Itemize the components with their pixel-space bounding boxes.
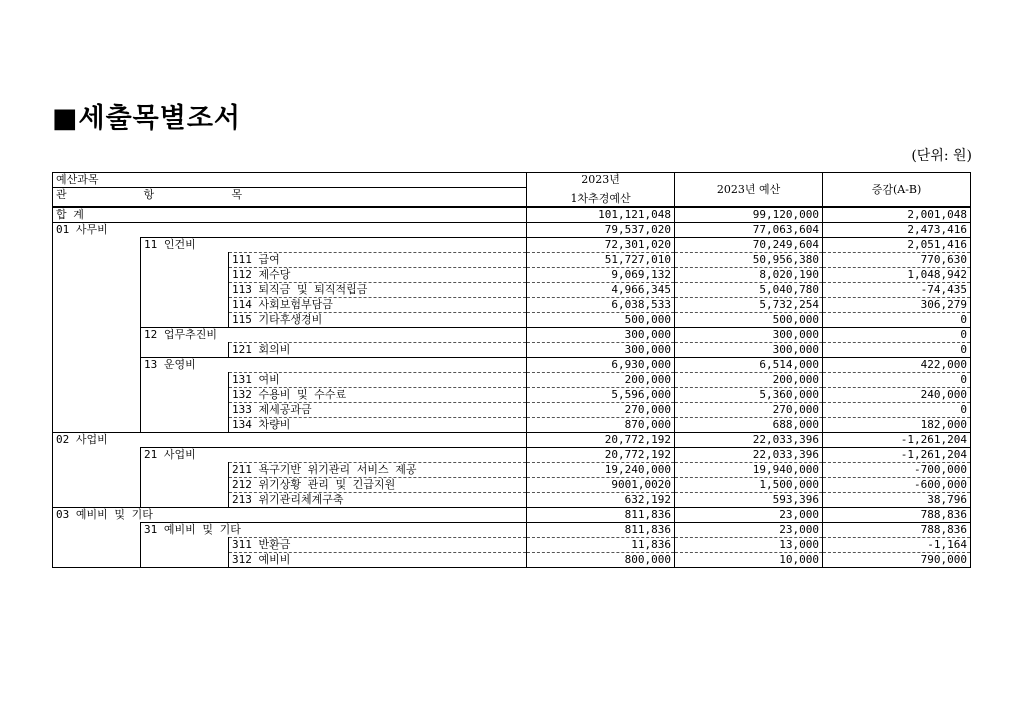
table-row <box>53 253 971 268</box>
cell-hang <box>141 298 229 313</box>
table-row <box>53 538 971 553</box>
cell-diff: -1,164 <box>823 538 971 553</box>
cell-amount-b: 500,000 <box>675 313 823 328</box>
cell-amount-a: 9,069,132 <box>527 268 675 283</box>
cell-hang <box>141 283 229 298</box>
cell-gwan <box>53 448 141 463</box>
cell-gwan <box>53 358 141 373</box>
header-col-a-top: 2023년 <box>527 173 675 188</box>
table-row <box>53 207 971 223</box>
cell-gwan <box>53 268 141 283</box>
cell-amount-a: 200,000 <box>527 373 675 388</box>
cell-gwan <box>53 553 141 568</box>
cell-amount-a: 101,121,048 <box>527 207 675 223</box>
cell-diff: 788,836 <box>823 523 971 538</box>
cell-gwan <box>53 523 141 538</box>
cell-hang <box>141 418 229 433</box>
cell-amount-a: 11,836 <box>527 538 675 553</box>
cell-amount-b: 300,000 <box>675 343 823 358</box>
header-col-a-bottom: 1차추경예산 <box>527 188 675 208</box>
cell-amount-b: 200,000 <box>675 373 823 388</box>
header-mok: 목 <box>229 188 527 203</box>
cell-amount-a: 300,000 <box>527 343 675 358</box>
cell-diff: 2,051,416 <box>823 238 971 253</box>
cell-hang: 21 사업비 <box>141 448 527 463</box>
cell-amount-a: 20,772,192 <box>527 448 675 463</box>
cell-gwan <box>53 493 141 508</box>
table-header <box>53 173 971 208</box>
cell-amount-b: 8,020,190 <box>675 268 823 283</box>
cell-gwan <box>53 253 141 268</box>
cell-mok: 211 욕구기반 위기관리 서비스 제공 <box>229 463 527 478</box>
table-row <box>53 223 971 238</box>
cell-diff: 422,000 <box>823 358 971 373</box>
cell-amount-b: 13,000 <box>675 538 823 553</box>
cell-gwan <box>53 298 141 313</box>
cell-hang <box>141 373 229 388</box>
cell-gwan <box>53 403 141 418</box>
unit-label: (단위: 원) <box>911 148 972 164</box>
cell-mok: 131 여비 <box>229 373 527 388</box>
cell-mok: 134 차량비 <box>229 418 527 433</box>
cell-mok: 115 기타후생경비 <box>229 313 527 328</box>
table-row <box>53 463 971 478</box>
cell-amount-a: 4,966,345 <box>527 283 675 298</box>
cell-amount-b: 50,956,380 <box>675 253 823 268</box>
table-row <box>53 238 971 253</box>
cell-gwan <box>53 283 141 298</box>
cell-mok: 112 제수당 <box>229 268 527 283</box>
cell-diff: 0 <box>823 403 971 418</box>
cell-gwan <box>53 538 141 553</box>
cell-amount-b: 22,033,396 <box>675 448 823 463</box>
table-row <box>53 448 971 463</box>
cell-amount-b: 23,000 <box>675 508 823 523</box>
cell-gwan <box>53 373 141 388</box>
cell-diff: 788,836 <box>823 508 971 523</box>
cell-hang <box>141 253 229 268</box>
cell-hang <box>141 463 229 478</box>
cell-diff: -74,435 <box>823 283 971 298</box>
cell-gwan: 03 예비비 및 기타 <box>53 508 527 523</box>
cell-mok: 213 위기관리체계구축 <box>229 493 527 508</box>
cell-hang <box>141 388 229 403</box>
cell-diff: 2,473,416 <box>823 223 971 238</box>
cell-diff: 182,000 <box>823 418 971 433</box>
table-row <box>53 268 971 283</box>
cell-mok: 113 퇴직금 및 퇴직적립금 <box>229 283 527 298</box>
table-row <box>53 478 971 493</box>
cell-diff: 306,279 <box>823 298 971 313</box>
cell-amount-a: 9001,0020 <box>527 478 675 493</box>
table-row <box>53 523 971 538</box>
cell-gwan: 01 사무비 <box>53 223 527 238</box>
cell-amount-a: 19,240,000 <box>527 463 675 478</box>
cell-hang: 11 인건비 <box>141 238 527 253</box>
cell-amount-a: 5,596,000 <box>527 388 675 403</box>
cell-amount-a: 811,836 <box>527 508 675 523</box>
cell-gwan: 합 계 <box>53 207 527 223</box>
table-body <box>53 207 971 568</box>
cell-amount-a: 870,000 <box>527 418 675 433</box>
cell-amount-a: 300,000 <box>527 328 675 343</box>
cell-hang <box>141 343 229 358</box>
cell-amount-a: 270,000 <box>527 403 675 418</box>
header-group: 예산과목 <box>56 173 99 186</box>
cell-amount-b: 5,732,254 <box>675 298 823 313</box>
table-row <box>53 493 971 508</box>
cell-hang: 13 운영비 <box>141 358 527 373</box>
cell-hang: 12 업무추진비 <box>141 328 527 343</box>
cell-mok: 311 반환금 <box>229 538 527 553</box>
cell-gwan <box>53 238 141 253</box>
cell-gwan <box>53 328 141 343</box>
cell-diff: 240,000 <box>823 388 971 403</box>
cell-gwan <box>53 418 141 433</box>
cell-amount-a: 632,192 <box>527 493 675 508</box>
cell-gwan <box>53 463 141 478</box>
cell-amount-a: 20,772,192 <box>527 433 675 448</box>
table-row <box>53 403 971 418</box>
header-col-c: 증감(A-B) <box>823 173 971 208</box>
table-row <box>53 343 971 358</box>
table-row <box>53 373 971 388</box>
header-col-b: 2023년 예산 <box>675 173 823 208</box>
cell-amount-a: 79,537,020 <box>527 223 675 238</box>
cell-amount-b: 688,000 <box>675 418 823 433</box>
cell-amount-b: 23,000 <box>675 523 823 538</box>
cell-amount-b: 6,514,000 <box>675 358 823 373</box>
cell-hang <box>141 403 229 418</box>
page-title: ■세출목별조서 <box>52 103 242 134</box>
cell-amount-b: 5,040,780 <box>675 283 823 298</box>
cell-amount-b: 10,000 <box>675 553 823 568</box>
cell-hang <box>141 538 229 553</box>
cell-mok: 132 수용비 및 수수료 <box>229 388 527 403</box>
cell-gwan <box>53 343 141 358</box>
cell-amount-a: 72,301,020 <box>527 238 675 253</box>
table-row <box>53 328 971 343</box>
cell-diff: 0 <box>823 343 971 358</box>
cell-amount-a: 500,000 <box>527 313 675 328</box>
cell-diff: 1,048,942 <box>823 268 971 283</box>
cell-hang <box>141 313 229 328</box>
cell-diff: 2,001,048 <box>823 207 971 223</box>
cell-gwan: 02 사업비 <box>53 433 527 448</box>
cell-mok: 312 예비비 <box>229 553 527 568</box>
cell-gwan <box>53 313 141 328</box>
cell-mok: 212 위기상황 관리 및 긴급지원 <box>229 478 527 493</box>
table-row <box>53 433 971 448</box>
cell-hang <box>141 478 229 493</box>
cell-diff: -1,261,204 <box>823 448 971 463</box>
budget-table <box>52 172 971 568</box>
cell-amount-b: 70,249,604 <box>675 238 823 253</box>
cell-amount-b: 99,120,000 <box>675 207 823 223</box>
cell-amount-a: 6,038,533 <box>527 298 675 313</box>
table-row <box>53 313 971 328</box>
cell-amount-b: 300,000 <box>675 328 823 343</box>
cell-hang <box>141 268 229 283</box>
cell-hang: 31 예비비 및 기타 <box>141 523 527 538</box>
table-row <box>53 298 971 313</box>
cell-hang <box>141 553 229 568</box>
cell-amount-b: 593,396 <box>675 493 823 508</box>
cell-amount-b: 1,500,000 <box>675 478 823 493</box>
cell-diff: 0 <box>823 328 971 343</box>
table-row <box>53 553 971 568</box>
cell-amount-b: 22,033,396 <box>675 433 823 448</box>
cell-amount-b: 19,940,000 <box>675 463 823 478</box>
cell-amount-b: 270,000 <box>675 403 823 418</box>
cell-diff: 790,000 <box>823 553 971 568</box>
cell-diff: 770,630 <box>823 253 971 268</box>
table-row <box>53 508 971 523</box>
cell-gwan <box>53 388 141 403</box>
cell-amount-a: 800,000 <box>527 553 675 568</box>
cell-diff: 38,796 <box>823 493 971 508</box>
table-row <box>53 388 971 403</box>
cell-gwan <box>53 478 141 493</box>
cell-diff: -700,000 <box>823 463 971 478</box>
header-gwan: 관 <box>53 188 141 203</box>
table-row <box>53 418 971 433</box>
cell-amount-b: 5,360,000 <box>675 388 823 403</box>
cell-mok: 114 사회보험부담금 <box>229 298 527 313</box>
cell-amount-b: 77,063,604 <box>675 223 823 238</box>
cell-diff: -1,261,204 <box>823 433 971 448</box>
header-hang: 항 <box>141 188 229 203</box>
cell-diff: -600,000 <box>823 478 971 493</box>
cell-amount-a: 811,836 <box>527 523 675 538</box>
cell-diff: 0 <box>823 313 971 328</box>
cell-mok: 111 급여 <box>229 253 527 268</box>
cell-amount-a: 51,727,010 <box>527 253 675 268</box>
cell-hang <box>141 493 229 508</box>
table-row <box>53 283 971 298</box>
table-row <box>53 358 971 373</box>
cell-amount-a: 6,930,000 <box>527 358 675 373</box>
cell-mok: 121 회의비 <box>229 343 527 358</box>
cell-diff: 0 <box>823 373 971 388</box>
cell-mok: 133 제세공과금 <box>229 403 527 418</box>
